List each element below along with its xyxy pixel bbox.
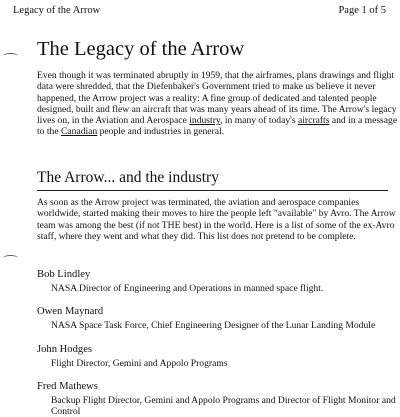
person-name: John Hodges <box>37 344 93 355</box>
running-title: Legacy of the Arrow <box>13 5 101 16</box>
page-title: The Legacy of the Arrow <box>37 38 245 60</box>
person-name: Owen Maynard <box>37 306 104 317</box>
person-role: NASA Space Task Force, Chief Engineering Designer of the Lunar Landing Module <box>51 320 376 331</box>
person-entry <box>37 306 397 331</box>
intro-text: and in a message to the <box>37 115 398 138</box>
person-name: Fred Mathews <box>37 381 98 392</box>
industry-paragraph: As soon as the Arrow project was terminated, the aviation and aerospace companies worldwide, started making their moves to hire the people left "available" by Avro. The Arrow team was among the best (if not THE best) in the world. Here is a list of some of the ex-Avro staff, where they went and what they did. This list does not pretend to be complete. <box>37 197 396 242</box>
person-role: NASA Director of Engineering and Operations in manned space flight. <box>51 283 324 294</box>
intro-paragraph <box>37 70 399 138</box>
section-divider <box>37 190 388 191</box>
punch-hole-mark <box>3 53 18 59</box>
industry-link[interactable]: industry <box>189 115 221 127</box>
person-entry <box>37 269 397 294</box>
person-name: Bob Lindley <box>37 269 91 280</box>
person-role: Backup Flight Director, Gemini and Appolo Programs and Director of Flight Monitor and Control <box>51 395 396 417</box>
person-entry <box>37 344 397 369</box>
intro-text: , in many of today's <box>220 115 298 127</box>
person-entry <box>37 381 397 417</box>
section-heading: The Arrow... and the industry <box>37 169 219 186</box>
punch-hole-mark <box>3 255 18 261</box>
person-role: Flight Director, Gemini and Appolo Programs <box>51 358 228 369</box>
intro-text: people and industries in general. <box>97 126 225 138</box>
intro-text: Even though it was terminated abruptly in 1959, that the airframes, plans drawings and flight data were shredded, that the Diefenbaker's Government tried to make us believe it never happened, the Arrow project was a reality: A fine group of dedicated and talented people designed, built and flew an aircraft that was many years ahead of its time. The Arrow's legacy lives on, in the Aviation and Aerospace <box>37 70 397 127</box>
canadian-link[interactable]: Canadian <box>60 126 98 138</box>
page-number: Page 1 of 5 <box>338 5 386 16</box>
aircrafts-link[interactable]: aircrafts <box>298 115 330 127</box>
